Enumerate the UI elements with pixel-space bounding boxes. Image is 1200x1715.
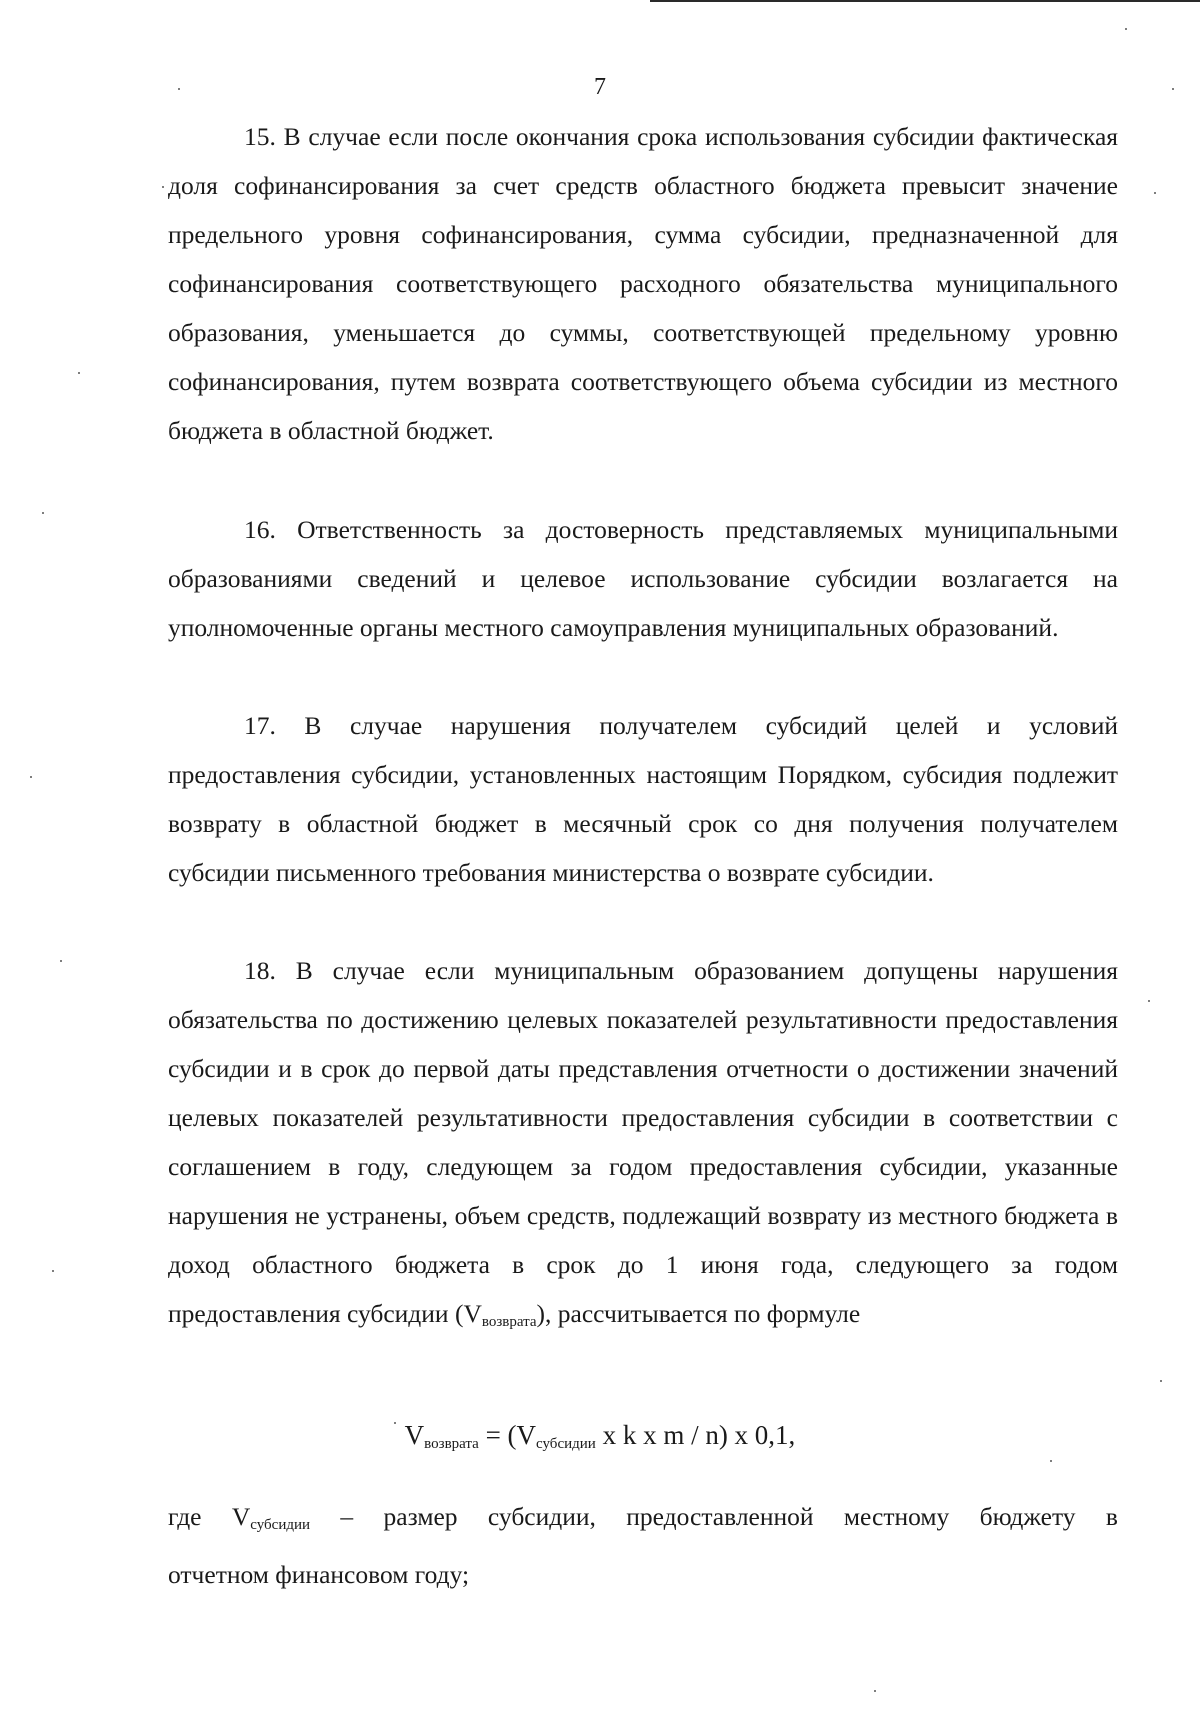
explanation-word: бюджету (979, 1502, 1076, 1531)
scan-speck (78, 372, 80, 374)
formula-rest: x k x m / n) x 0,1, (595, 1420, 796, 1450)
scan-speck (1125, 28, 1127, 30)
explanation-line-1 (168, 1492, 1118, 1550)
formula-v: V (404, 1420, 425, 1450)
scan-speck (60, 960, 62, 962)
explanation-word: местному (843, 1502, 950, 1531)
formula-v2-subscript: субсидии (536, 1436, 596, 1452)
paragraph-18-end: ), рассчитывается по формуле (536, 1299, 861, 1328)
paragraph-18-subscript: возврата (481, 1314, 537, 1330)
scan-speck (1154, 192, 1156, 194)
formula-v-subscript: возврата (424, 1436, 479, 1452)
formula-equals-open: = (V (478, 1420, 537, 1450)
paragraph-17-text: 17. В случае нарушения получателем субсидий целей и условий предоставления субсидии, установленных настоящим Порядком, субсидия подлежит возврату в областной бюджет в месячный срок со дня получения получателем субсидии письменного требования министерства о возврате субсидии. (168, 711, 1118, 887)
scan-speck (1172, 88, 1174, 90)
paragraph-17 (168, 701, 1118, 897)
page-number: 7 (594, 74, 606, 100)
explanation-word: предоставленной (626, 1502, 814, 1531)
scan-speck (1160, 1380, 1162, 1382)
explanation-word: субсидии, (487, 1502, 596, 1531)
explanation-variable (232, 1492, 310, 1550)
explanation-word: размер (383, 1502, 458, 1531)
paragraph-16 (168, 505, 1118, 652)
explanation-word: в (1105, 1502, 1118, 1531)
scan-speck (178, 88, 180, 90)
formula-explanation (168, 1492, 1118, 1599)
paragraph-18-body: 18. В случае если муниципальным образованием допущены нарушения обязательства по достижению целевых показателей результативности предоставления субсидии и в срок до первой даты представления отчетности о достижении значений целевых показателей результативности предоставления субсидии в соответствии с соглашением в году, следующем за годом предоставления субсидии, указанные нарушения не устранены, объем средств, подлежащий возврату из местного бюджета в доход областного бюджета в срок до 1 июня года, следующего за годом предоставления субсидии (V (168, 956, 1118, 1328)
explanation-v: V (231, 1502, 251, 1531)
paragraph-18 (168, 946, 1118, 1347)
paragraph-16-text: 16. Ответственность за достоверность представляемых муниципальными образованиями сведений и целевое использование субсидии возлагается на уполномоченные органы местного самоуправления муниципальных образований. (168, 515, 1118, 642)
paragraph-15-text: 15. В случае если после окончания срока использования субсидии фактическая доля софинансирования за счет средств областного бюджета превысит значение предельного уровня софинансирования, сумма субсидии, предназначенной для софинансирования соответствующего расходного обязательства муниципального образования, уменьшается до суммы, соответствующей предельному уровню софинансирования, путем возврата соответствующего объема субсидии из местного бюджета в областной бюджет. (168, 122, 1118, 445)
return-formula (0, 1420, 1200, 1453)
scan-speck (42, 512, 44, 514)
scan-speck (1050, 1460, 1052, 1462)
scan-speck (30, 776, 32, 778)
explanation-word: где (168, 1502, 202, 1531)
explanation-word: – (340, 1502, 354, 1531)
explanation-v-subscript: субсидии (250, 1517, 311, 1533)
scan-speck (52, 1270, 54, 1272)
scan-speck (874, 1690, 876, 1692)
scan-speck (162, 186, 164, 188)
scan-speck (1148, 1000, 1150, 1002)
scan-speck (394, 1422, 396, 1424)
paragraph-15 (168, 112, 1118, 455)
scan-edge-line (650, 0, 1200, 2)
explanation-line-2: отчетном финансовом году; (168, 1560, 470, 1589)
paragraph-18-text (168, 946, 1118, 1347)
